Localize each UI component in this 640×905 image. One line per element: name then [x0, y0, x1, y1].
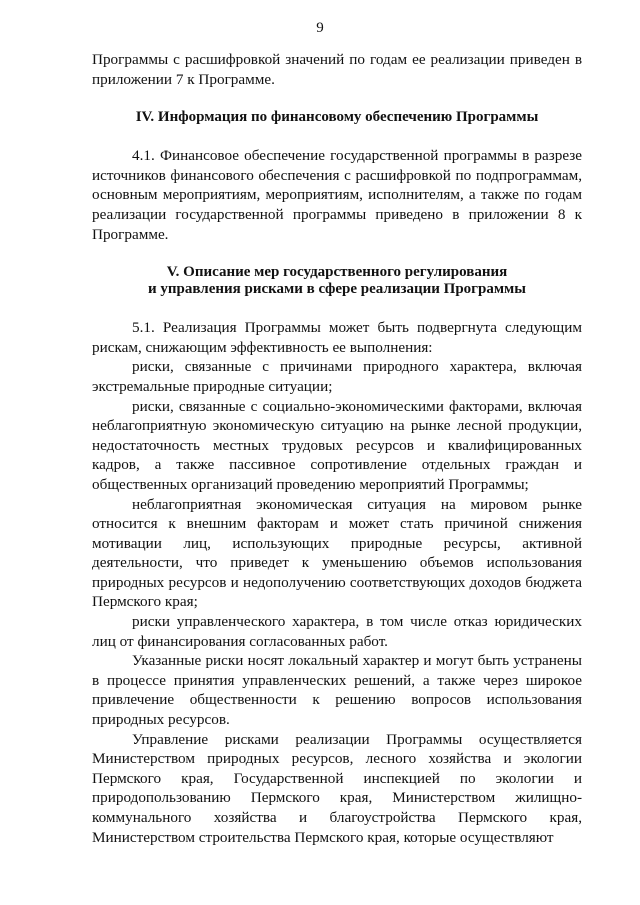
section-5-paragraph-3: риски, связанные с социально-экономическими факторами, включая неблагоприятную экономическую ситуацию на рынке лесной продукции, недостаточность местных трудовых ресурсов и квалифицированных кадров, а также пассивное сопротивление отдельных граждан и общественных организаций проведению мероприятий Программы; [92, 397, 582, 493]
spacer [92, 89, 582, 109]
section-4-heading: IV. Информация по финансовому обеспечению Программы [135, 109, 539, 126]
page-content [92, 50, 582, 847]
section-5-heading [92, 264, 582, 298]
intro-paragraph: Программы с расшифровкой значений по годам ее реализации приведен в приложении 7 к Программе. [92, 51, 582, 88]
section-5-paragraph-4: неблагоприятная экономическая ситуация на мировом рынке относится к внешним факторам и может стать причиной снижения мотивации лиц, использующих природные ресурсы, активной деятельности, что приведет к уменьшению объемов использования природных ресурсов и недополучению соответствующих доходов бюджета Пермского края; [92, 495, 582, 611]
section-5-paragraph-1: 5.1. Реализация Программы может быть подвергнута следующим рискам, снижающим эффективность ее выполнения: [92, 319, 582, 356]
section-5-heading-line-1: V. Описание мер государственного регулирования [166, 264, 508, 281]
section-5-paragraph-2: риски, связанные с причинами природного характера, включая экстремальные природные ситуации; [92, 358, 582, 395]
spacer [92, 126, 582, 146]
section-5-paragraph-7: Управление рисками реализации Программы осуществляется Министерством природных ресурсов, лесного хозяйства и экологии Пермского края, Государственной инспекцией по экологии и природопользованию Пермского края, Министерством жилищно-коммунального хозяйства и благоустройства Пермского края, Министерством строительства Пермского края, которые осуществляют [92, 730, 582, 846]
page-number: 9 [316, 20, 324, 36]
spacer [92, 244, 582, 264]
spacer [92, 298, 582, 318]
section-4-paragraph-1: 4.1. Финансовое обеспечение государственной программы в разрезе источников финансового обеспечения с расшифровкой по подпрограммам, основным мероприятиям, мероприятиям, исполнителям, а также по годам реализации государственной программы приведено в приложении 8 к Программе. [92, 147, 582, 243]
section-5-heading-line-2: и управления рисками в сфере реализации Программы [148, 281, 526, 298]
section-5-paragraph-6: Указанные риски носят локальный характер и могут быть устранены в процессе принятия управленческих решений, а также через широкое привлечение общественности к решению вопросов использования природных ресурсов. [92, 652, 582, 729]
section-5-paragraph-5: риски управленческого характера, в том числе отказ юридических лиц от финансирования согласованных работ. [92, 613, 582, 650]
